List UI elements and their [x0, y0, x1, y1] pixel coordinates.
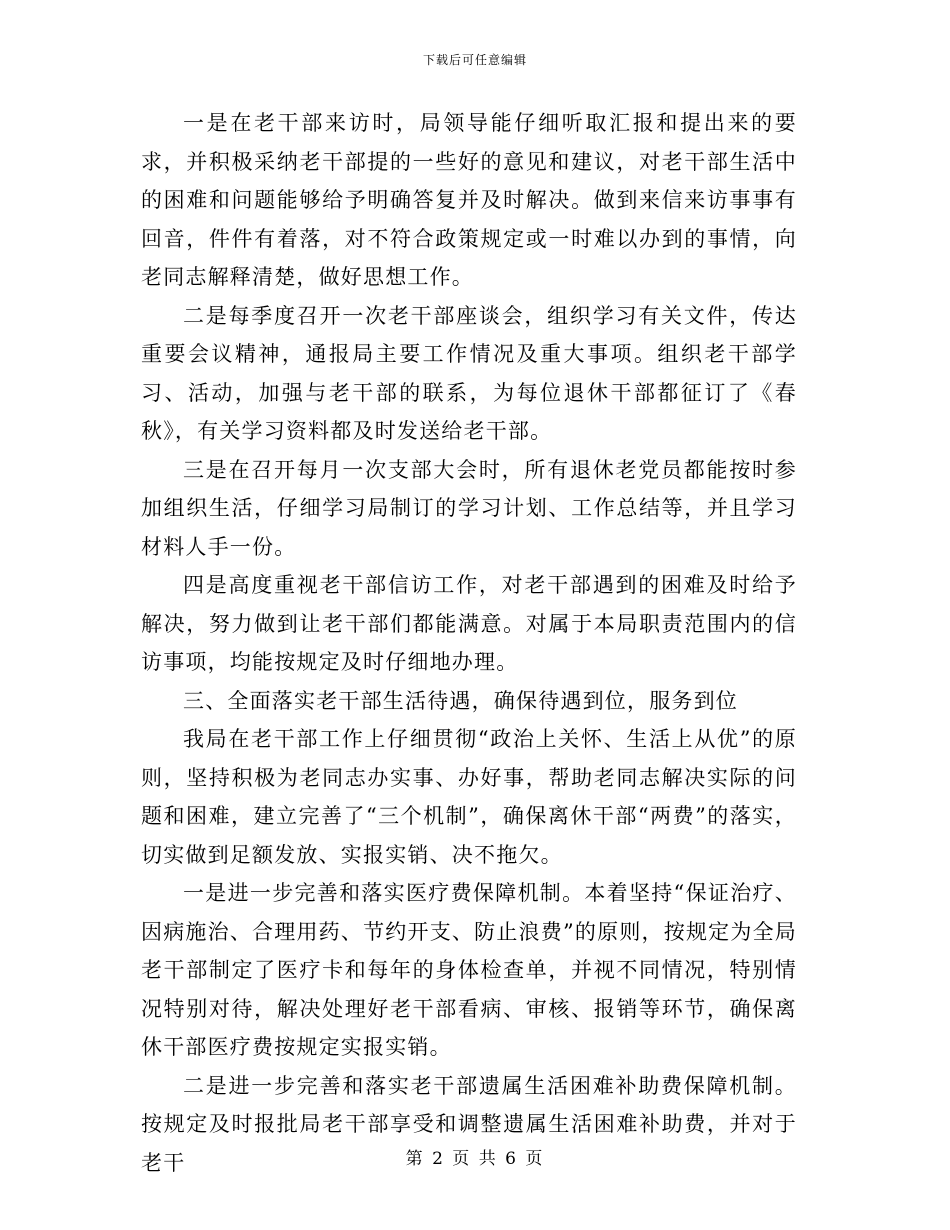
paragraph-work-principles: 我局在老干部工作上仔细贯彻“政治上关怀、生活上从优”的原则，坚持积极为老同志办实事、办好事，帮助老同志解决实际的问题和困难，建立完善了“三个机制”，确保离休干部“两费”的落实，切实做到足额发放、实报实销、决不拖欠。 [141, 727, 797, 867]
document-body [141, 104, 797, 1182]
paragraph-petition-work: 四是高度重视老干部信访工作，对老干部遇到的困难及时给予解决，努力做到让老干部们都能满意。对属于本局职责范围内的信访事项，均能按规定及时仔细地办理。 [141, 573, 797, 674]
page-header-note: 下载后可任意编辑 [422, 53, 527, 67]
paragraph-medical-expenses: 一是进一步完善和落实医疗费保障机制。本着坚持“保证治疗、因病施治、合理用药、节约开支、防止浪费”的原则，按规定为全局老干部制定了医疗卡和每年的身体检查单，并视不同情况，特别情况特别对待，解决处理好老干部看病、审核、报销等环节，确保离休干部医疗费按规定实报实销。 [141, 881, 797, 1059]
paragraph-survivor-subsidy: 二是进一步完善和落实老干部遗属生活困难补助费保障机制。按规定及时报批局老干部享受和调整遗属生活困难补助费，并对于老干 [141, 1073, 797, 1175]
paragraph-branch-meeting: 三是在召开每月一次支部大会时，所有退休老党员都能按时参加组织生活，仔细学习局制订的学习计划、工作总结等，并且学习材料人手一份。 [141, 457, 797, 559]
paragraph-visit-reception: 一是在老干部来访时，局领导能仔细听取汇报和提出来的要求，并积极采纳老干部提的一些好的意见和建议，对老干部生活中的困难和问题能够给予明确答复并及时解决。做到来信来访事事有回音，件件有着落，对不符合政策规定或一时难以办到的事情，向老同志解释清楚，做好思想工作。 [141, 111, 797, 289]
section-heading-living-benefits: 三、全面落实老干部生活待遇，确保待遇到位，服务到位 [183, 688, 738, 713]
paragraph-quarterly-forum: 二是每季度召开一次老干部座谈会，组织学习有关文件，传达重要会议精神，通报局主要工作情况及重大事项。组织老干部学习、活动，加强与老干部的联系，为每位退休干部都征订了《春秋》，有关学习资料都及时发送给老干部。 [141, 303, 797, 443]
page-number-footer: 第 2 页 共 6 页 [405, 1149, 545, 1169]
